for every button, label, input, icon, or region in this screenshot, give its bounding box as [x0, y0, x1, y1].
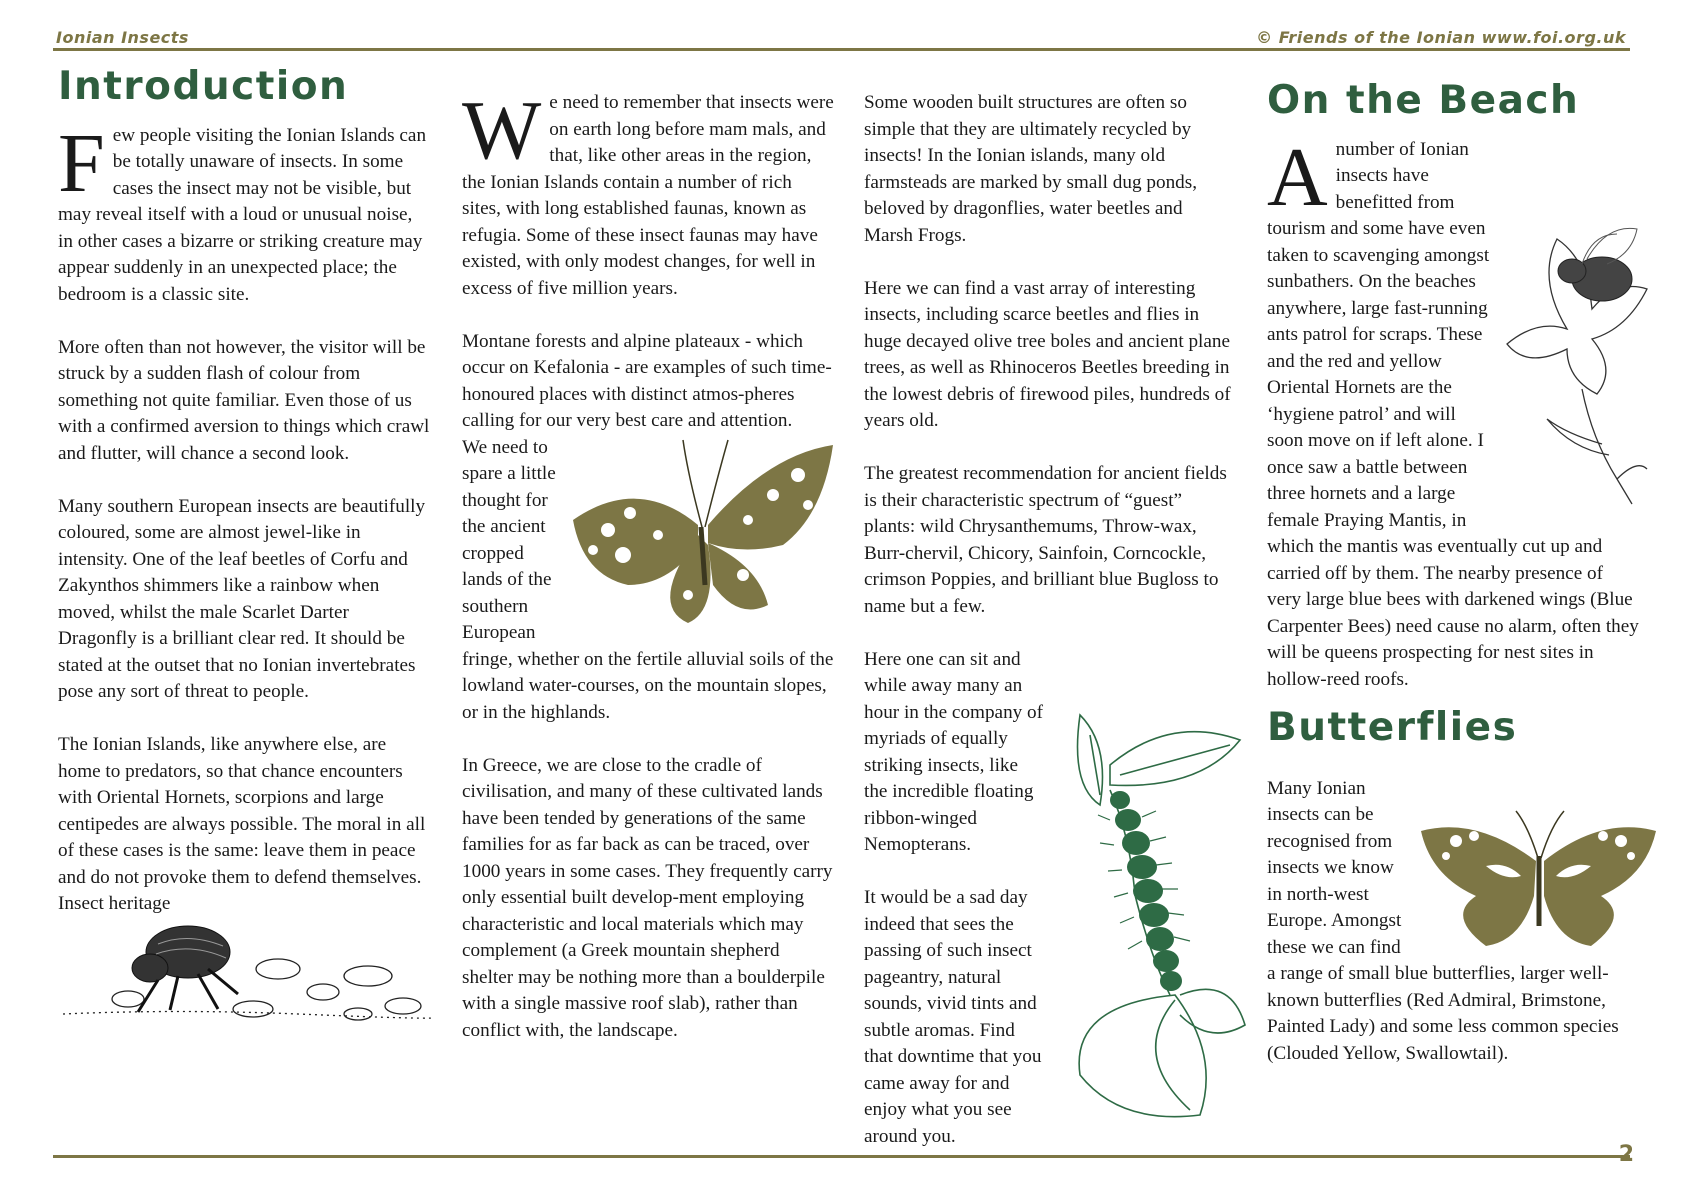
bee-on-flower-illustration	[1497, 219, 1657, 509]
bottom-rule	[53, 1155, 1630, 1158]
farmsteads-paragraph-3: The greatest recommendation for ancient fields is their characteristic spectrum of “guest” plants: wild Chrysanthemums, Throw-wax, Burr-chervil, Chicory, Sainfoin, Corncockle, crimson Poppies, and brilliant blue Bugloss to name but a few.	[864, 463, 1227, 617]
drop-cap-a: A	[1267, 130, 1328, 224]
heritage-paragraph-2: Montane forests and alpine plateaux - which occur on Kefalonia - are examples of such time-honoured places with distinct atmos-pheres calling for our very best care and attention.	[462, 330, 832, 431]
intro-paragraph-2: More often than not however, the visitor will be struck by a sudden flash of colour from something not quite familiar. Even those of us with a confirmed aversion to things which crawl and flutter, will chance a second look.	[58, 336, 430, 464]
running-header-copyright: © Friends of the Ionian www.foi.org.uk	[1256, 28, 1626, 47]
page-number: 2	[1618, 1142, 1634, 1167]
heading-butterflies: Butterflies	[1267, 705, 1518, 750]
beetle-illustration	[58, 914, 438, 1024]
intro-paragraph-1: Few people visiting the Ionian Islands can be totally unaware of insects. In some cases the insect may not be visible, but may reveal itself with a loud or unusual noise, in other cases a bizarre or striking creature may appear suddenly in an unexpected place; the bedroom is a classic site.	[58, 116, 427, 305]
intro-paragraph-3: Many southern European insects are beautifully coloured, some are almost jewel-like in intensity. One of the leaf beetles of Corfu and Zakynthos shimmers like a rainbow when moved, whilst the male Scarlet Darter Dragonfly is a brilliant clear red. It should be stated at the outset that no Ionian invertebrates pose any sort of threat to people.	[58, 495, 426, 702]
column-farmsteads	[864, 90, 1236, 1150]
caterpillar-on-leaf-illustration	[1050, 695, 1250, 1135]
top-rule	[53, 48, 1630, 51]
red-admiral-butterfly-illustration	[1416, 806, 1661, 956]
subheading-insect-heritage: Insect heritage	[58, 893, 171, 914]
butterflies-paragraph: Many Ionian insects can be recognised from insects we know in north-west Europe. Amongst these we can find a range of small blue butterflies, larger well-known butterflies (Red Admiral, Brimstone, Painted Lady) and some less common species (Clouded Yellow, Swallowtail).	[1267, 777, 1619, 1064]
running-header-title: Ionian Insects	[56, 28, 189, 47]
column-heritage	[462, 84, 834, 1044]
beach-paragraph: A number of Ionian insects have benefitted from tourism and some have even taken to scavenging amongst sunbathers. On the beaches anywhere, large fast-running ants patrol for scraps. These and the red and yellow Oriental Hornets are the ‘hygiene patrol’ and will soon move on if left alone. I once saw a battle between three hornets and a large female Praying Mantis, in which the mantis was eventually cut up and carried off by them. The nearby presence of very large blue bees with darkened wings (Blue Carpenter Bees) need cause no alarm, often they will be queens prospecting for nest sites in hollow-reed roofs.	[1267, 130, 1639, 690]
painted-lady-butterfly-illustration	[568, 435, 838, 623]
farmsteads-paragraph-1: Some wooden built structures are often so simple that they are ultimately recycled by insects! In the Ionian islands, many old farmsteads are marked by small dug ponds, beloved by dragonflies, water beetles and Marsh Frogs.	[864, 92, 1198, 246]
column-introduction	[58, 64, 430, 1024]
farmsteads-paragraph-4: Here one can sit and while away many an hour in the company of myriads of equally striking insects, like the incredible floating ribbon-winged Nemopterans.	[864, 648, 1044, 855]
farmsteads-paragraph-2: Here we can find a vast array of interesting insects, including scarce beetles and flies in huge decayed olive tree boles and ancient plane trees, as well as Rhinoceros Beetles breeding in the lowest debris of firewood piles, hundreds of years old.	[864, 277, 1231, 431]
farmsteads-paragraph-5: It would be a sad day indeed that sees the passing of such insect pageantry, natural sounds, vivid tints and subtle aromas. Find that downtime that you came away for and enjoy what you see around you.	[864, 887, 1042, 1147]
heritage-paragraph-3: We need to spare a little thought for the ancient cropped lands of the southern European fringe, whether on the fertile alluvial soils of the lowland water-courses, on the mountain slopes, or in the highlands.	[462, 436, 834, 723]
heading-on-the-beach: On the Beach	[1267, 78, 1580, 123]
drop-cap-w: W	[462, 84, 542, 177]
column-beach-butterflies	[1267, 78, 1639, 1067]
heritage-paragraph-1: We need to remember that insects were on earth long before mam mals, and that, like other areas in the region, the Ionian Islands contain a number of rich sites, with long established faunas, known as refugia. Some of these insect faunas may have existed, with only modest changes, for well in excess of five million years.	[462, 84, 834, 299]
heading-introduction: Introduction	[58, 64, 349, 109]
heritage-paragraph-4: In Greece, we are close to the cradle of civilisation, and many of these cultivated lands have been tended by generations of the same families for as far back as can be traced, over 1000 years in some cases. They frequently carry only essential built develop-ment employing characteristic and local materials which may complement (a Greek mountain shepherd shelter may be nothing more than a boulderpile with a single massive roof slab), rather than conflict with, the landscape.	[462, 754, 833, 1041]
intro-paragraph-4: The Ionian Islands, like anywhere else, are home to predators, so that chance encounters with Oriental Hornets, scorpions and large centipedes are always possible. The moral in all of these cases is the same: leave them in peace and do not provoke them to defend themselves.	[58, 734, 426, 888]
drop-cap-f: F	[58, 116, 105, 210]
